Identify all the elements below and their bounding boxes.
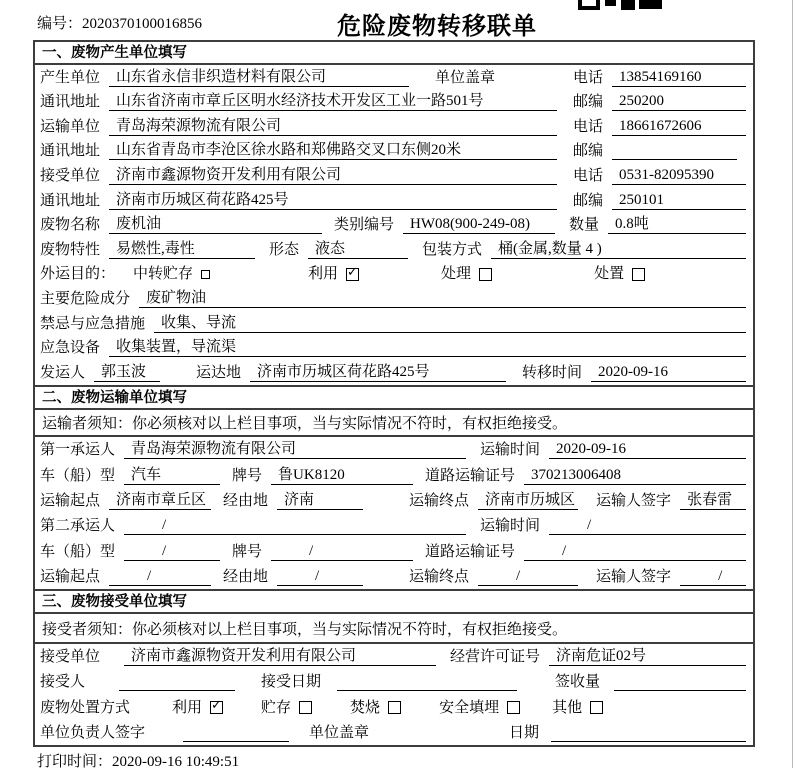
row-carrier1 (35, 437, 753, 462)
waste-code-label: 类别编号 (334, 217, 395, 234)
shipper-value: 郭玉波 (94, 360, 160, 382)
shipper-time-label: 转移时间 (522, 364, 583, 381)
carrier1-value: 青岛海荣源物流有限公司 (124, 437, 466, 459)
shipper-dest-label: 运达地 (196, 364, 242, 381)
carrier1-time-label: 运输时间 (480, 442, 541, 459)
disposal-other-label: 其他 (552, 699, 583, 716)
vehicle1-license-value: 370213006408 (524, 467, 746, 485)
waste-packing-label: 包装方式 (422, 241, 483, 258)
vehicle2-license-label: 道路运输证号 (425, 543, 516, 560)
emergency-measures-label: 禁忌与应急措施 (40, 315, 146, 332)
waste-qty-value: 0.8吨 (608, 212, 746, 234)
waste-qty-label: 数量 (569, 217, 600, 234)
row-receiver-address (35, 188, 753, 213)
route2-via-label: 经由地 (223, 569, 269, 586)
section2-body (35, 437, 753, 589)
qr-block-icon (605, 0, 616, 6)
page-right-edge (792, 0, 793, 768)
route1-via-label: 经由地 (223, 492, 269, 509)
section3-header: 三、废物接受单位填写 (35, 589, 753, 614)
waste-name-value: 废机油 (109, 212, 322, 234)
receiver-address-label: 通讯地址 (40, 192, 101, 209)
disposal-label: 废物处置方式 (40, 699, 131, 716)
disposal-store-label: 贮存 (261, 699, 292, 716)
serial-label: 编号： (37, 16, 83, 32)
producer-label: 产生单位 (40, 69, 101, 86)
row-emergency-measures (35, 311, 753, 336)
waste-packing-value: 桶(金属,数量 4 ) (491, 237, 746, 259)
purpose-option-treat-label: 处理 (441, 266, 472, 283)
vehicle2-plate-label: 牌号 (232, 543, 263, 560)
receiver-phone-value: 0531-82095390 (612, 167, 746, 185)
row-vehicle2 (35, 538, 753, 563)
waste-name-label: 废物名称 (40, 217, 101, 234)
route1-sign-label: 运输人签字 (596, 492, 672, 509)
row-vehicle1 (35, 462, 753, 487)
section2-header: 二、废物运输单位填写 (35, 385, 753, 410)
shipper-label: 发运人 (40, 364, 86, 381)
emergency-equipment-label: 应急设备 (40, 340, 101, 357)
waste-property-value: 易燃性,毒性 (109, 237, 255, 259)
disposal-store-checkbox (299, 701, 312, 714)
waste-code-value: HW08(900-249-08) (403, 216, 555, 234)
producer-seal-label: 单位盖章 (435, 69, 496, 86)
row-waste-property (35, 237, 753, 262)
qr-block-icon (621, 0, 635, 10)
accept-date-value (337, 673, 517, 691)
unit-seal-label: 单位盖章 (309, 724, 370, 741)
route1-end-value: 济南市历城区 (478, 488, 578, 510)
row-unit-signature (35, 720, 753, 745)
transporter-label: 运输单位 (40, 118, 101, 135)
route1-start-label: 运输起点 (40, 492, 101, 509)
row-hazard (35, 286, 753, 311)
receiver-phone-label: 电话 (573, 167, 604, 184)
sign-qty-value (614, 673, 746, 691)
carrier2-value: / (124, 517, 466, 535)
receiver-zip-value: 250101 (612, 192, 746, 210)
route2-start-label: 运输起点 (40, 569, 101, 586)
disposal-landfill-label: 安全填埋 (439, 699, 500, 716)
hazard-label: 主要危险成分 (40, 290, 131, 307)
transporter-value: 青岛海荣源物流有限公司 (109, 114, 557, 136)
producer-value: 山东省永信非织造材料有限公司 (109, 65, 409, 87)
section1-body (35, 65, 753, 385)
unit-date-label: 日期 (509, 724, 540, 741)
carrier1-label: 第一承运人 (40, 442, 116, 459)
shipper-dest-value: 济南市历城区荷花路425号 (250, 360, 506, 382)
qr-block-icon (639, 0, 662, 9)
row-accept-unit (35, 644, 753, 669)
carrier2-time-label: 运输时间 (480, 518, 541, 535)
manifest-form (33, 40, 755, 747)
emergency-measures-value: 收集、导流 (154, 311, 746, 333)
vehicle2-value: / (124, 543, 220, 561)
print-time (37, 750, 239, 768)
print-time-label: 打印时间： (37, 754, 113, 768)
carrier1-time-value: 2020-09-16 (549, 441, 746, 459)
row-waste-name (35, 213, 753, 238)
transporter-address-value: 山东省青岛市李沧区徐水路和郑佛路交叉口东侧20米 (109, 138, 557, 160)
unit-date-value (551, 724, 746, 742)
purpose-treat-checkbox (479, 268, 492, 281)
receiver-value: 济南市鑫源物资开发利用有限公司 (109, 163, 557, 185)
section1-header: 一、废物产生单位填写 (35, 42, 753, 65)
section2-note: 运输者须知：你必须核对以上栏目事项，当与实际情况不符时，有权拒绝接受。 (35, 410, 753, 437)
disposal-landfill-checkbox (507, 701, 520, 714)
receiver-address-value: 济南市历城区荷花路425号 (109, 188, 557, 210)
producer-address-label: 通讯地址 (40, 94, 101, 111)
waste-property-label: 废物特性 (40, 241, 101, 258)
row-disposal (35, 694, 753, 719)
disposal-other-checkbox (590, 701, 603, 714)
route1-start-value: 济南市章丘区 (109, 488, 211, 510)
emergency-equipment-value: 收集装置，导流渠 (109, 335, 746, 357)
purpose-use-checkbox (346, 268, 359, 281)
page-title: 危险废物转移联单 (337, 13, 537, 40)
accept-license-value: 济南危证02号 (549, 644, 746, 666)
accept-unit-value: 济南市鑫源物资开发利用有限公司 (124, 644, 436, 666)
transporter-zip-value (612, 142, 737, 160)
producer-zip-label: 邮编 (573, 94, 604, 111)
route2-sign-value: / (680, 568, 746, 586)
producer-phone-label: 电话 (573, 69, 604, 86)
row-producer (35, 65, 753, 90)
shipper-time-value: 2020-09-16 (591, 364, 746, 382)
carrier2-time-value: / (549, 517, 746, 535)
row-producer-address (35, 90, 753, 115)
row-route2 (35, 564, 753, 589)
route2-sign-label: 运输人签字 (596, 569, 672, 586)
section3-body (35, 644, 753, 745)
purpose-option-dispose-label: 处置 (594, 266, 625, 283)
row-transporter (35, 114, 753, 139)
row-emergency-equipment (35, 336, 753, 361)
waste-form-value: 液态 (308, 237, 408, 259)
vehicle2-plate-value: / (271, 543, 413, 561)
unit-sign-value (183, 724, 289, 742)
transporter-zip-label: 邮编 (573, 143, 604, 160)
row-acceptor (35, 669, 753, 694)
vehicle1-label: 车（船）型 (40, 467, 116, 484)
accept-date-label: 接受日期 (261, 674, 322, 691)
disposal-use-checkbox (210, 701, 223, 714)
vehicle1-license-label: 道路运输证号 (425, 467, 516, 484)
vehicle2-label: 车（船）型 (40, 543, 116, 560)
accept-unit-label: 接受单位 (40, 649, 101, 666)
accept-license-label: 经营许可证号 (450, 649, 541, 666)
row-transporter-address (35, 139, 753, 164)
acceptor-value (119, 673, 235, 691)
route2-end-value: / (478, 568, 578, 586)
vehicle1-value: 汽车 (124, 463, 220, 485)
row-receiver (35, 163, 753, 188)
carrier2-label: 第二承运人 (40, 518, 116, 535)
purpose-label: 外运目的： (40, 266, 116, 283)
disposal-use-label: 利用 (172, 699, 203, 716)
producer-phone-value: 13854169160 (612, 69, 746, 87)
route2-via-value: / (277, 568, 363, 586)
route1-end-label: 运输终点 (409, 492, 470, 509)
print-time-value: 2020-09-16 10:49:51 (112, 754, 240, 768)
producer-zip-value: 250200 (612, 93, 746, 111)
transporter-phone-label: 电话 (573, 118, 604, 135)
route1-sign-value: 张春雷 (680, 488, 746, 510)
unit-sign-label: 单位负责人签字 (40, 724, 146, 741)
purpose-dispose-checkbox (632, 268, 645, 281)
receiver-label: 接受单位 (40, 167, 101, 184)
vehicle2-license-value: / (524, 543, 746, 561)
disposal-burn-checkbox (388, 701, 401, 714)
disposal-burn-label: 焚烧 (350, 699, 381, 716)
purpose-transfer-checkbox (201, 270, 210, 279)
purpose-option-transfer-label: 中转贮存 (133, 266, 194, 283)
row-purpose (35, 262, 753, 287)
qr-finder-icon (578, 0, 600, 10)
vehicle1-plate-value: 鲁UK8120 (271, 463, 413, 485)
sign-qty-label: 签收量 (555, 674, 601, 691)
transporter-address-label: 通讯地址 (40, 143, 101, 160)
row-route1 (35, 488, 753, 513)
waste-form-label: 形态 (269, 241, 300, 258)
section3-note: 接受者须知：你必须核对以上栏目事项，当与实际情况不符时，有权拒绝接受。 (35, 614, 753, 644)
producer-address-value: 山东省济南市章丘区明水经济技术开发区工业一路501号 (109, 89, 557, 111)
row-shipper (35, 360, 753, 385)
receiver-zip-label: 邮编 (573, 192, 604, 209)
route2-end-label: 运输终点 (409, 569, 470, 586)
transporter-phone-value: 18661672606 (612, 118, 746, 136)
route1-via-value: 济南 (277, 488, 363, 510)
row-carrier2 (35, 513, 753, 538)
purpose-option-use-label: 利用 (308, 266, 339, 283)
hazard-value: 废矿物油 (139, 286, 746, 308)
acceptor-label: 接受人 (40, 674, 86, 691)
route2-start-value: / (109, 568, 211, 586)
qr-code-fragment (578, 0, 662, 11)
serial-value: 2020370100016856 (82, 16, 203, 32)
vehicle1-plate-label: 牌号 (232, 467, 263, 484)
